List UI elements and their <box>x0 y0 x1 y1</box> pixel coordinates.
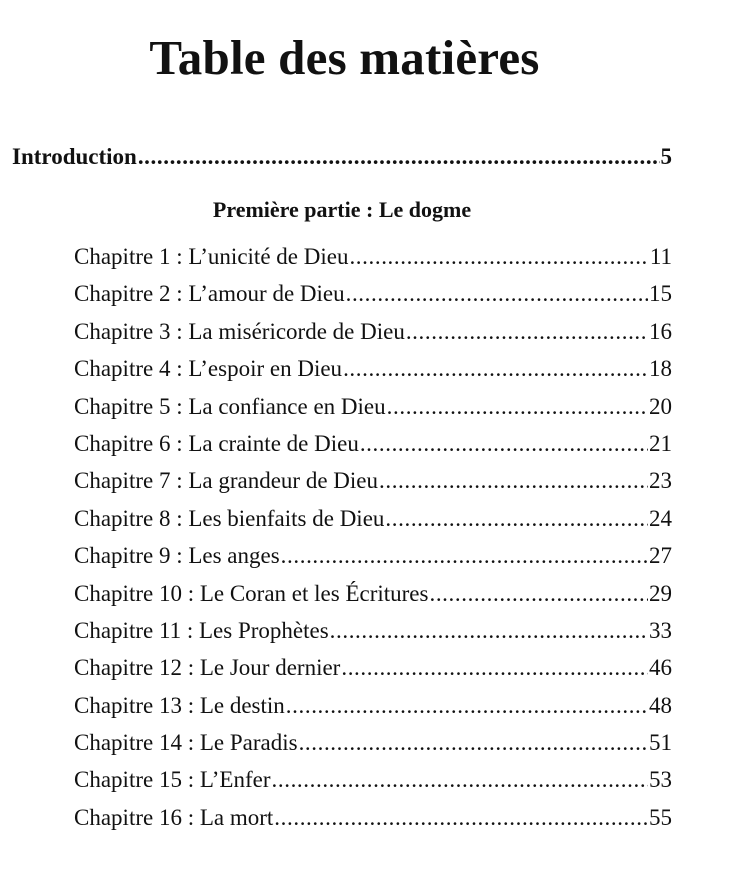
chapter-list <box>74 242 672 840</box>
toc-entry-chapter-11 <box>74 616 672 653</box>
toc-entry-label: Chapitre 11 : Les Prophètes <box>74 617 329 643</box>
dot-leader <box>360 429 648 459</box>
toc-entry-label: Chapitre 1 : L’unicité de Dieu <box>74 244 349 269</box>
toc-entry-label: Chapitre 10 : Le Coran et les Écritures <box>74 580 429 606</box>
toc-entry-page-number: 55 <box>649 804 672 830</box>
dot-leader <box>272 765 648 795</box>
dot-leader <box>343 354 648 384</box>
dot-leader <box>299 728 648 758</box>
toc-entry-chapter-3 <box>74 317 672 354</box>
toc-entry-page-number: 24 <box>649 505 672 531</box>
dot-leader <box>286 691 648 721</box>
toc-entry-page-number: 27 <box>649 543 672 569</box>
page-title: Table des matières <box>149 30 540 85</box>
toc-entry-label: Chapitre 4 : L’espoir en Dieu <box>74 356 343 382</box>
dot-leader <box>387 392 648 422</box>
dot-leader <box>406 317 648 347</box>
dot-leader <box>330 616 648 646</box>
toc-entry-chapter-15 <box>74 765 672 802</box>
toc-entry-chapter-14 <box>74 728 672 765</box>
toc-entry-page-number: 15 <box>649 281 672 307</box>
dot-leader <box>138 142 660 172</box>
dot-leader <box>385 504 648 534</box>
dot-leader <box>379 466 648 496</box>
toc-entry-label: Chapitre 12 : Le Jour dernier <box>74 655 341 681</box>
toc-entry-page-number: 33 <box>649 617 672 643</box>
toc-entry-page-number: 53 <box>649 767 672 793</box>
toc-entry-chapter-2 <box>74 279 672 316</box>
toc-entry-page-number: 20 <box>649 393 672 419</box>
toc-entry-label: Chapitre 16 : La mort <box>74 804 274 830</box>
toc-entry-page-number: 18 <box>649 356 672 382</box>
toc-entry-page-number: 11 <box>649 244 672 269</box>
dot-leader <box>346 279 648 309</box>
dot-leader <box>274 803 648 833</box>
dot-leader <box>281 541 648 571</box>
toc-entry-chapter-16 <box>74 803 672 840</box>
toc-entry-page-number: 51 <box>649 730 672 756</box>
toc-entry-label: Chapitre 6 : La crainte de Dieu <box>74 430 359 456</box>
toc-entry-introduction <box>12 142 672 172</box>
dot-leader <box>349 242 648 272</box>
toc-entry-chapter-9 <box>74 541 672 578</box>
toc-entry-chapter-1 <box>74 242 672 279</box>
toc-entry-chapter-5 <box>74 392 672 429</box>
toc-entry-page-number: 21 <box>649 430 672 456</box>
toc-entry-page-number: 16 <box>649 318 672 344</box>
toc-entry-page-number: 29 <box>649 580 672 606</box>
part-heading: Première partie : Le dogme <box>212 197 472 222</box>
toc-entry-label: Chapitre 13 : Le destin <box>74 692 285 718</box>
toc-entry-page-number: 23 <box>649 468 672 494</box>
toc-entry-label: Chapitre 14 : Le Paradis <box>74 730 298 756</box>
dot-leader <box>341 653 648 683</box>
toc-entry-page-number: 5 <box>660 144 672 169</box>
toc-entry-label: Chapitre 8 : Les bienfaits de Dieu <box>74 505 385 531</box>
toc-entry-chapter-7 <box>74 466 672 503</box>
toc-entry-label: Chapitre 5 : La confiance en Dieu <box>74 393 386 419</box>
toc-entry-chapter-10 <box>74 579 672 616</box>
toc-entry-chapter-8 <box>74 504 672 541</box>
toc-entry-label: Chapitre 9 : Les anges <box>74 543 280 569</box>
toc-entry-label: Chapitre 3 : La miséricorde de Dieu <box>74 318 405 344</box>
toc-entry-label: Chapitre 2 : L’amour de Dieu <box>74 281 345 307</box>
toc-entry-chapter-12 <box>74 653 672 690</box>
toc-entry-chapter-4 <box>74 354 672 391</box>
toc-entry-label: Introduction <box>12 144 137 169</box>
toc-entry-page-number: 48 <box>649 692 672 718</box>
toc-entry-chapter-6 <box>74 429 672 466</box>
toc-entry-label: Chapitre 7 : La grandeur de Dieu <box>74 468 378 494</box>
toc-entry-label: Chapitre 15 : L’Enfer <box>74 767 271 793</box>
toc-entry-page-number: 46 <box>649 655 672 681</box>
dot-leader <box>429 579 648 609</box>
toc-entry-chapter-13 <box>74 691 672 728</box>
